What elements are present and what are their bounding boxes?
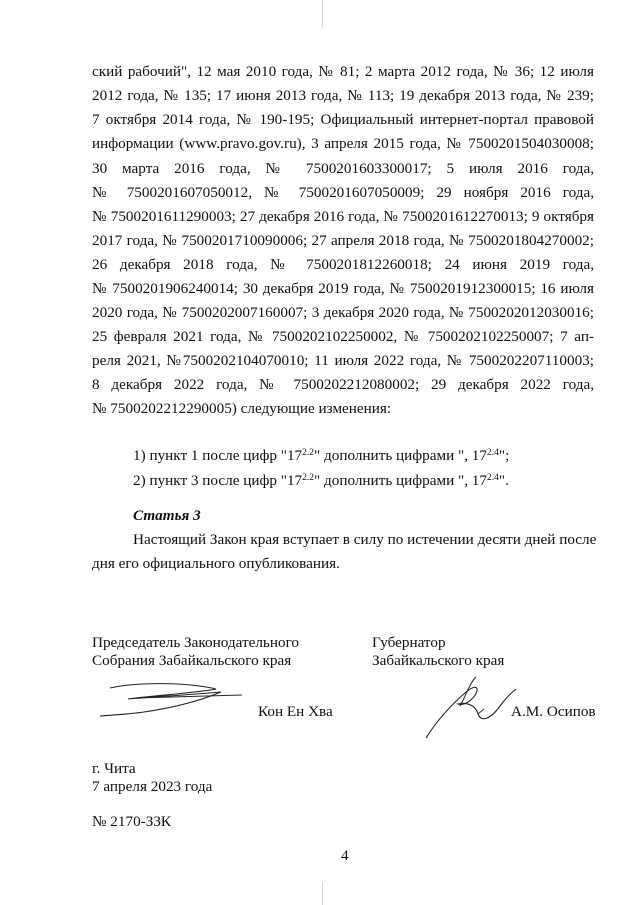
body-line: № 7500201906240014; 30 декабря 2019 года, № 7500201912300015; 16 июля: [92, 280, 594, 297]
signer-title: Губернатор: [372, 634, 446, 651]
signature-left: [92, 676, 252, 724]
article-text-line: дня его официального опубликования.: [92, 555, 340, 572]
article-text-line: Настоящий Закон края вступает в силу по истечении десяти дней после: [133, 531, 597, 548]
signer-title: Забайкальского края: [372, 652, 505, 669]
body-line: информации (www.pravo.gov.ru), 3 апреля 2015 года, № 7500201504030008;: [92, 135, 594, 152]
amendment-item-2: 2) пункт 3 после цифр "$17^{2.2}$" дополнить цифрами ", $17^{2.4}$".: [133, 472, 509, 489]
body-line: 2020 года, № 7500202007160007; 3 декабря 2020 года, № 7500202012030016;: [92, 304, 594, 321]
signer-name: Кон Ен Хва: [258, 703, 333, 720]
fold-mark: [322, 0, 323, 28]
signer-title: Собрания Забайкальского края: [92, 652, 292, 669]
body-line: 2012 года, № 135; 17 июня 2013 года, № 113; 19 декабря 2013 года, № 239;: [92, 87, 594, 104]
body-line: 26 декабря 2018 года, № 7500201812260018; 24 июня 2019 года,: [92, 256, 594, 273]
fold-mark: [322, 882, 323, 905]
signer-title: Председатель Законодательного: [92, 634, 300, 651]
date: 7 апреля 2023 года: [92, 778, 213, 795]
page-number: 4: [341, 847, 349, 864]
body-line: 7 октября 2014 года, № 190-195; Официальный интернет-портал правовой: [92, 111, 594, 128]
signer-name: А.М. Осипов: [511, 703, 596, 720]
amendment-item-1: 1) пункт 1 после цифр "$17^{2.2}$" дополнить цифрами ", $17^{2.4}$";: [133, 447, 510, 464]
article-title: Статья 3: [133, 507, 201, 524]
signature-right: [420, 676, 520, 742]
body-line: ский рабочий", 12 мая 2010 года, № 81; 2 марта 2012 года, № 36; 12 июля: [92, 63, 594, 80]
body-line: 30 марта 2016 года, № 7500201603300017; 5 июля 2016 года,: [92, 160, 594, 177]
body-line: 8 декабря 2022 года, № 7500202212080002; 29 декабря 2022 года,: [92, 376, 594, 393]
body-line: № 7500201611290003; 27 декабря 2016 года, № 7500201612270013; 9 октября: [92, 208, 594, 225]
place: г. Чита: [92, 760, 136, 777]
body-line: 25 февраля 2021 года, № 7500202102250002, № 7500202102250007; 7 ап-: [92, 328, 594, 345]
law-number: № 2170-ЗЗК: [92, 813, 172, 830]
body-line: № 7500202212290005) следующие изменения:: [92, 400, 392, 417]
body-line: реля 2021, №7500202104070010; 11 июля 2022 года, № 7500202207110003;: [92, 352, 594, 369]
body-line: 2017 года, № 7500201710090006; 27 апреля 2018 года, № 7500201804270002;: [92, 232, 594, 249]
body-line: № 7500201607050012, № 7500201607050009; 29 ноября 2016 года,: [92, 184, 594, 201]
